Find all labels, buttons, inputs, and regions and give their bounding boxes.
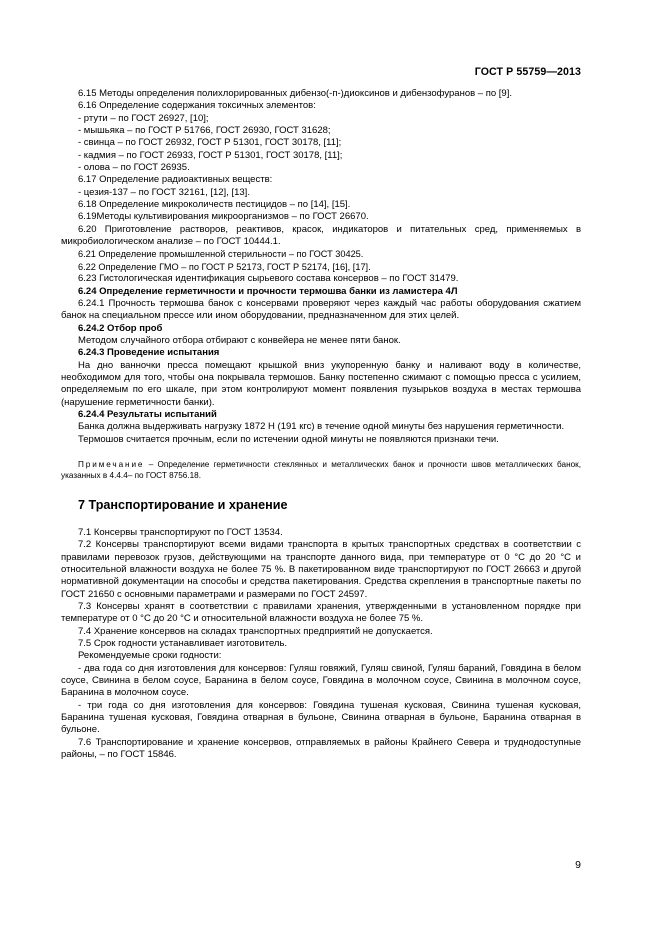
page-number: 9 bbox=[575, 859, 581, 871]
section-6-paragraph: 6.16 Определение содержания токсичных элементов: bbox=[78, 100, 316, 112]
section-6-paragraph: Банка должна выдерживать нагрузку 1872 Н (191 кгс) в течение одной минуты без нарушения герметичности. bbox=[78, 421, 565, 433]
section-6-paragraph: 6.18 Определение микроколичеств пестицидов – по [14], [15]. bbox=[78, 199, 351, 211]
section-6-paragraph: - мышьяка – по ГОСТ Р 51766, ГОСТ 26930, ГОСТ 31628; bbox=[78, 125, 331, 137]
note-text: – Определение герметичности стеклянных и металлических банок и прочности швов металлических банок, указанных в 4.4.4– по ГОСТ 8756.18. bbox=[61, 459, 581, 480]
section-6-paragraph: 6.24.2 Отбор проб bbox=[78, 322, 163, 334]
document-body bbox=[61, 88, 581, 762]
section-7-paragraph: - три года со дня изготовления для консервов: Говядина тушеная кусковая, Свинина тушеная кусковая, Баранина тушеная кусковая, Говядина отварная в бульоне, Свинина отварная в бульоне, Баранина отварная в бульоне. bbox=[61, 699, 581, 736]
section-6-paragraph: Методом случайного отбора отбирают с конвейера не менее пяти банок. bbox=[78, 334, 401, 346]
section-6-paragraph: 6.21 Определение промышленной стерильности – по ГОСТ 30425. bbox=[78, 249, 364, 260]
section-6-paragraph: - свинца – по ГОСТ 26932, ГОСТ Р 51301, ГОСТ 30178, [11]; bbox=[78, 137, 342, 149]
section-6-paragraph: - кадмия – по ГОСТ 26933, ГОСТ Р 51301, ГОСТ 30178, [11]; bbox=[78, 149, 343, 161]
section-7-paragraph: 7.1 Консервы транспортируют по ГОСТ 13534. bbox=[78, 526, 283, 538]
section-7-paragraph: 7.3 Консервы хранят в соответствии с правилами хранения, утвержденными в установленном порядке при температуре от 0 °С до 20 °С и относительной влажности воздуха не более 75 %. bbox=[61, 601, 581, 625]
section-6-paragraph: 6.20 Приготовление растворов, реактивов, красок, индикаторов и питательных сред, применяемых в микробиологическом анализе – по ГОСТ 10444.1. bbox=[61, 223, 581, 248]
standard-header: ГОСТ Р 55759—2013 bbox=[474, 66, 581, 78]
section-7-paragraph: - два года со дня изготовления для консервов: Гуляш говяжий, Гуляш свиной, Гуляш бараний, Говядина в белом соусе, Свинина в белом соусе, Баранина в белом соусе, Говядина в молочном соусе, Свинина в молочном соусе, Баранина в молочном соусе. bbox=[61, 662, 581, 699]
section-7-body bbox=[61, 527, 581, 762]
section-7-paragraph: 7.6 Транспортирование и хранение консервов, отправляемых в районы Крайнего Севера и труднодоступные районы, – по ГОСТ 15846. bbox=[61, 736, 581, 761]
section-6-paragraph: Термошов считается прочным, если по истечении одной минуты не появляются признаки течи. bbox=[78, 433, 499, 445]
section-6-continued bbox=[61, 88, 581, 446]
note-label: Примечание bbox=[78, 459, 145, 469]
section-6-paragraph: - олова – по ГОСТ 26935. bbox=[78, 162, 190, 174]
section-6-paragraph: - цезия-137 – по ГОСТ 32161, [12], [13]. bbox=[78, 186, 250, 198]
section-6-paragraph: 6.19Методы культивирования микроорганизмов – по ГОСТ 26670. bbox=[78, 211, 369, 223]
section-6-paragraph: 6.22 Определение ГМО – по ГОСТ Р 52173, ГОСТ Р 52174, [16], [17]. bbox=[78, 261, 371, 272]
note bbox=[61, 459, 581, 481]
section-7-paragraph: 7.4 Хранение консервов на складах транспортных предприятий не допускается. bbox=[78, 625, 433, 637]
section-6-paragraph: - ртути – по ГОСТ 26927, [10]; bbox=[78, 112, 209, 124]
section-7-paragraph: Рекомендуемые сроки годности: bbox=[78, 650, 222, 662]
section-6-paragraph: 6.15 Методы определения полихлорированных дибензо(-п-)диоксинов и дибензофуранов – по [9]. bbox=[78, 88, 512, 99]
section-6-paragraph: 6.24.1 Прочность термошва банок с консервами проверяют через каждый час работы оборудования сжатием банок на специальном прессе или ином оборудовании, предназначенном для этих целей. bbox=[61, 297, 581, 322]
section-6-paragraph: 6.24.3 Проведение испытания bbox=[78, 347, 220, 359]
section-6-paragraph: 6.23 Гистологическая идентификация сырьевого состава консервов – по ГОСТ 31479. bbox=[78, 273, 459, 285]
section-7-paragraph: 7.5 Срок годности устанавливает изготовитель. bbox=[78, 638, 288, 650]
section-7-paragraph: 7.2 Консервы транспортируют всеми видами транспорта в крытых транспортных средствах в соответствии с правилами перевозок грузов, действующими на транспорте данного вида, при температуре от 0 °С до 20 °С и относительной влажности воздуха не более 75 %. В пакетированном виде транспортируют по ГОСТ 26663 и другой нормативной документации на способы и средства пакетирования. Средства скрепления в транспортные пакеты по ГОСТ 21650 с основными параметрами и размерами по ГОСТ 24597. bbox=[61, 539, 581, 600]
section-6-paragraph: 6.17 Определение радиоактивных веществ: bbox=[78, 174, 273, 186]
section-7-title: 7 Транспортирование и хранение bbox=[78, 497, 288, 512]
section-6-paragraph: 6.24.4 Результаты испытаний bbox=[78, 408, 217, 420]
section-6-paragraph: 6.24 Определение герметичности и прочности термошва банки из ламистера 4Л bbox=[78, 285, 458, 297]
section-6-paragraph: На дно ванночки пресса помещают крышкой вниз укупоренную банку и наливают воду в количестве, необходимом для того, чтобы она покрывала термошов. Банку постепенно сжимают с помощью пресса с усилием, определяемым по его шкале, при этом контролируют момент появления пузырьков воздуха в местах термошва (нарушение герметичности банки). bbox=[61, 359, 581, 408]
